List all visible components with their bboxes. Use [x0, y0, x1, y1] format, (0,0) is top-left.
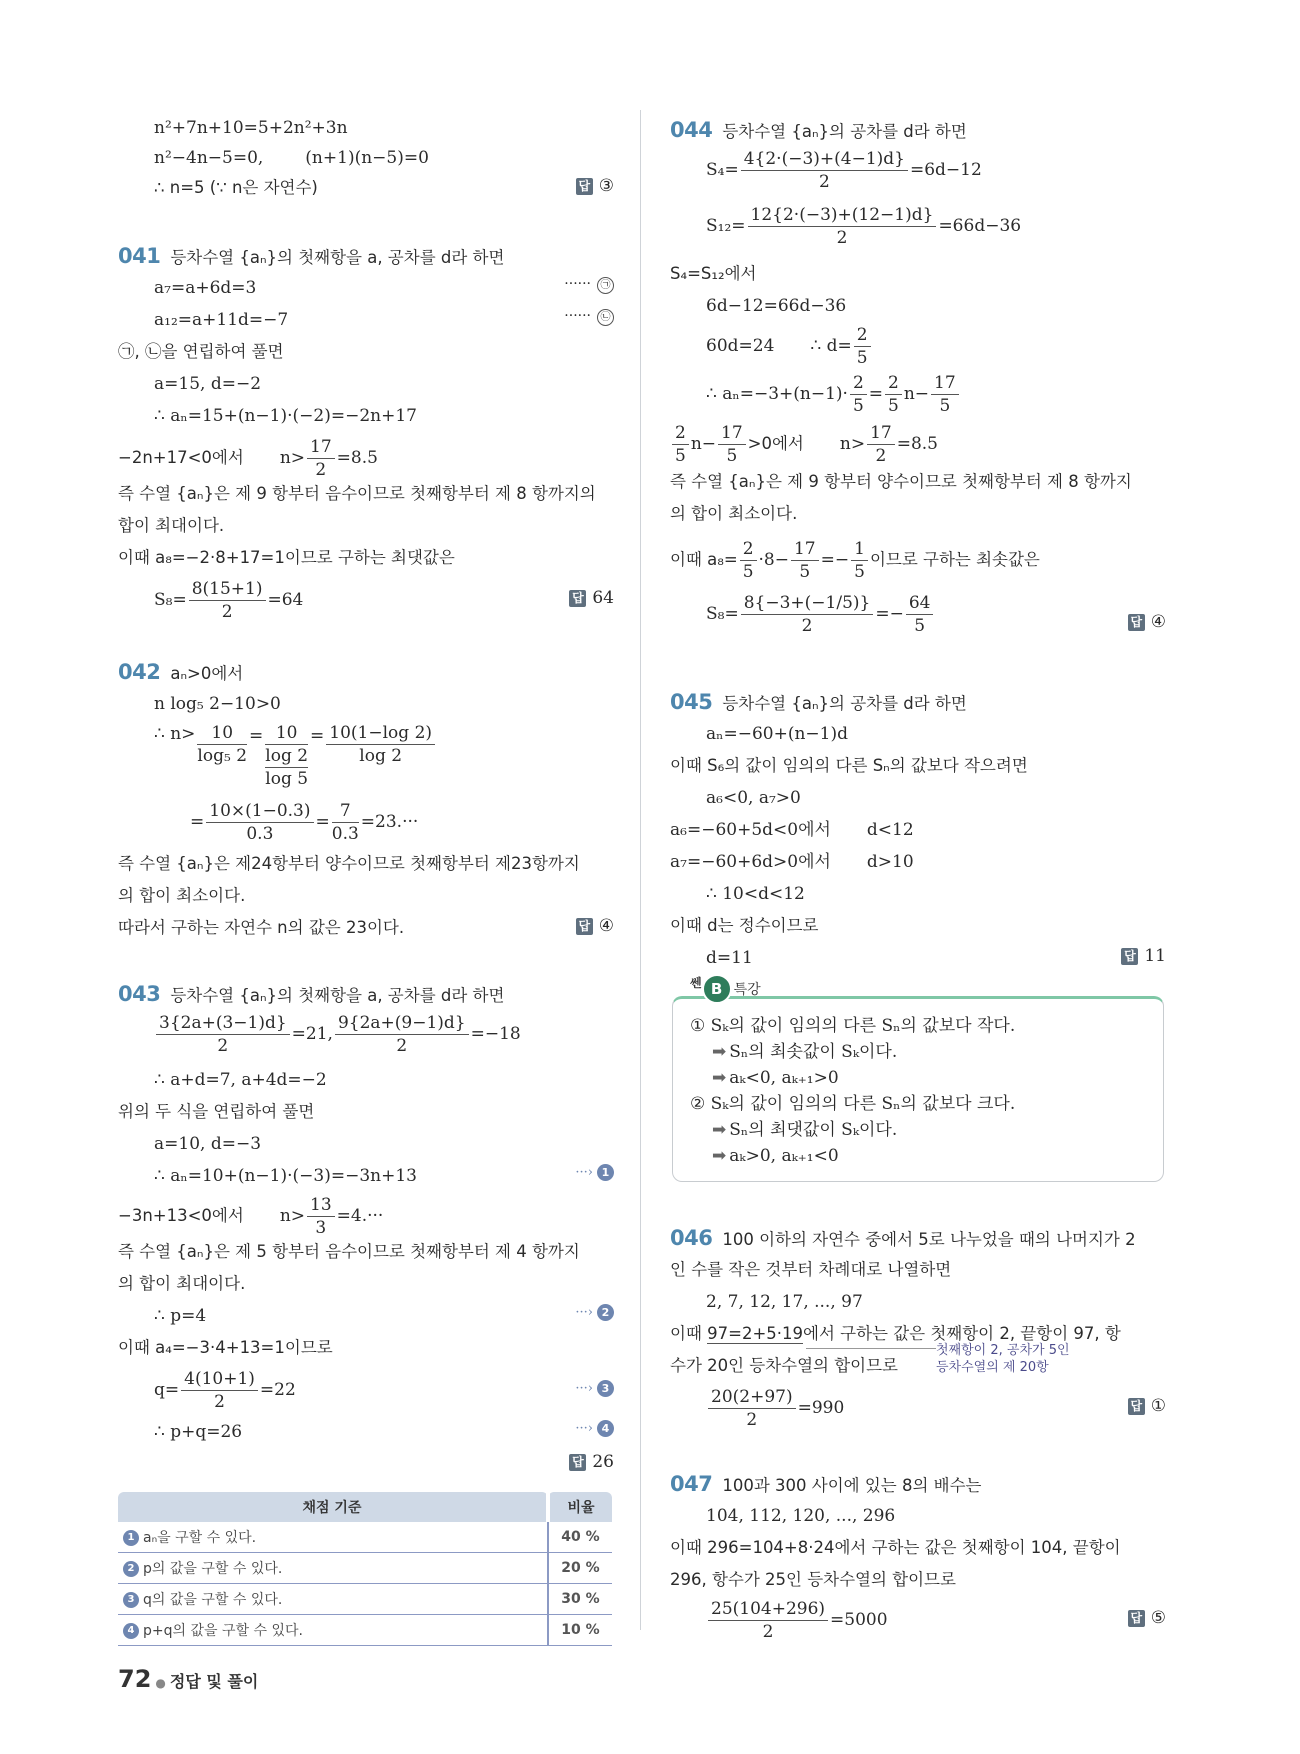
equation [706, 1598, 888, 1643]
equation-mark: ······ ㉡ [564, 308, 614, 326]
equation: ∴ p=4 [154, 1306, 207, 1326]
annotation-leader-line [806, 1348, 936, 1349]
step-badge-icon: 3 [123, 1592, 139, 1608]
equation [706, 324, 873, 369]
numerator: 2 [672, 422, 689, 445]
eq-right: =21, [291, 1024, 333, 1044]
answer-value: ④ [598, 916, 614, 936]
fraction [740, 538, 757, 583]
fraction [265, 722, 308, 790]
fraction [197, 722, 247, 767]
denominator-numerator: log 2 [265, 746, 309, 766]
text: 즉 수열 {aₙ}은 제24항부터 양수이므로 첫째항부터 제23항까지 [118, 854, 580, 873]
underlined-equation: 97=2+5·19 [707, 1324, 804, 1343]
denominator: 5 [799, 562, 811, 582]
numerator: 8(15+1) [189, 578, 266, 601]
equation: ∴ p+q=26 [154, 1422, 243, 1442]
step-badge-icon: 1 [123, 1530, 139, 1546]
ineq-left: a₆=−60+5d<0에서 [670, 820, 831, 840]
denominator: 2 [396, 1036, 408, 1056]
equation [670, 538, 1040, 583]
problem-intro: 100과 300 사이에 있는 8의 배수는 [722, 1476, 982, 1495]
denominator: 2 [875, 446, 887, 466]
tip-item [712, 1066, 839, 1090]
denominator: 2 [762, 1622, 774, 1642]
answer-badge [569, 588, 614, 608]
equation: n²+7n+10=5+2n²+3n [154, 118, 348, 138]
numerator: 17 [718, 422, 746, 445]
numerator: 64 [906, 592, 934, 615]
text: 이때 S₆의 값이 임의의 다른 Sₙ의 값보다 작으려면 [670, 756, 1028, 775]
text: 즉 수열 {aₙ}은 제 9 항부터 양수이므로 첫째항부터 제 8 항까지 [670, 472, 1132, 491]
criteria-cell [118, 1615, 548, 1646]
text: 인 수를 작은 것부터 차례대로 나열하면 [670, 1260, 952, 1279]
numerator: 1 [851, 538, 868, 561]
ineq-result: =8.5 [896, 434, 938, 454]
note-line: 등차수열의 제 20항 [936, 1360, 1049, 1375]
answer-tag-icon: 답 [1121, 948, 1138, 965]
numerator: 3{2a+(3−1)d} [156, 1012, 290, 1035]
fraction [181, 1368, 258, 1413]
eq-left: ∴ n> [154, 724, 196, 744]
numerator: 4(10+1) [181, 1368, 258, 1391]
text: 의 합이 최대이다. [118, 1274, 246, 1293]
table-row [118, 1584, 612, 1615]
bullet-icon: ● [155, 1676, 166, 1690]
tip-item: ② Sₖ의 값이 임의의 다른 Sₙ의 값보다 크다. [690, 1094, 1016, 1114]
equation [706, 148, 982, 193]
equation: ∴ n> $\frac{10}{\text{log₅ 2}}$ = 10 log 2 log 5 = $\frac{10(1-\log 2)}{\log 2}$ [154, 722, 437, 790]
arrow-right-icon: ➡ [712, 1120, 727, 1140]
answer-badge [1121, 946, 1166, 966]
denominator: 5 [852, 396, 864, 416]
fraction [791, 538, 819, 583]
text-part: 이므로 구하는 최솟값은 [869, 550, 1040, 569]
fraction [885, 372, 902, 417]
tip-item [712, 1040, 897, 1064]
denominator: 2 [217, 1036, 229, 1056]
numerator: 13 [307, 1194, 335, 1217]
fraction [708, 1386, 796, 1431]
text: 296, 항수가 25인 등차수열의 합이므로 [670, 1570, 956, 1589]
step-number: 2 [597, 1304, 614, 1321]
text: ㉠, ㉡을 연립하여 풀면 [118, 342, 284, 361]
numerator: 2 [850, 372, 867, 395]
fraction [189, 578, 266, 623]
step-arrow-icon: ···› [575, 1165, 593, 1180]
denominator: 2 [801, 616, 813, 636]
ineq-result: d>10 [866, 852, 914, 872]
text: 즉 수열 {aₙ}은 제 9 항부터 음수이므로 첫째항부터 제 8 항까지의 [118, 484, 596, 503]
section-title: 정답 및 풀이 [169, 1672, 259, 1691]
answer-tag-icon: 답 [569, 1454, 586, 1471]
tip-text: Sₙ의 최솟값이 Sₖ이다. [729, 1042, 898, 1062]
text: 이때 a₄=−3·4+13=1이므로 [118, 1338, 333, 1357]
tip-text: aₖ<0, aₖ₊₁>0 [729, 1068, 839, 1088]
ineq-left: −2n+17<0에서 [118, 448, 244, 467]
denominator: 5 [914, 616, 926, 636]
denominator: log₅ 2 [197, 746, 248, 766]
answer-value: ⑤ [1150, 1608, 1166, 1628]
text-part: 이때 [670, 1324, 708, 1343]
answer-value: 11 [1144, 946, 1166, 966]
brand-logo: 쎈 [690, 976, 702, 990]
numerator: 10 [265, 722, 308, 745]
problem-number: 044 [670, 118, 713, 142]
eq-part: ·8− [758, 550, 789, 570]
text: 이때 d는 정수이므로 [670, 916, 819, 935]
equation: ∴ aₙ=10+(n−1)·(−3)=−3n+13 [154, 1166, 417, 1186]
problem-intro: 100 이하의 자연수 중에서 5로 나누었을 때의 나머지가 2 [722, 1230, 1136, 1249]
denominator: 5 [854, 562, 865, 582]
numerator: 2 [740, 538, 757, 561]
text: 위의 두 식을 연립하여 풀면 [118, 1102, 315, 1121]
step-marker-1 [575, 1164, 614, 1181]
denominator: 5 [856, 348, 868, 368]
step-marker-4 [575, 1420, 614, 1437]
numerator: 17 [307, 436, 335, 459]
denominator: 5 [939, 396, 951, 416]
denominator: 5 [675, 446, 686, 466]
tip-text: Sₙ의 최댓값이 Sₖ이다. [729, 1120, 898, 1140]
equation: a₁₂=a+11d=−7 [154, 310, 289, 330]
ineq-right: =8.5 [336, 448, 378, 468]
inequality [670, 850, 914, 874]
inequality [118, 436, 378, 481]
table-row [118, 1553, 612, 1584]
text: 의 합이 최소이다. [118, 886, 246, 905]
equation: ∴ aₙ=15+(n−1)·(−2)=−2n+17 [154, 406, 417, 426]
eq-right: =5000 [830, 1610, 888, 1630]
text: 합이 최대이다. [118, 516, 225, 535]
denominator: 2 [818, 172, 830, 192]
equation: aₙ=−60+(n−1)d [706, 724, 849, 744]
problem-047-header [670, 1472, 981, 1498]
denominator: 2 [836, 228, 848, 248]
tip-item: ① Sₖ의 값이 임의의 다른 Sₙ의 값보다 작다. [690, 1016, 1016, 1036]
sequence: 2, 7, 12, 17, ..., 97 [706, 1292, 863, 1312]
table-header-row [118, 1492, 612, 1522]
eq-left: q= [154, 1380, 180, 1400]
equation: a=15, d=−2 [154, 374, 262, 394]
text: 이때 a₈=−2·8+17=1이므로 구하는 최댓값은 [118, 548, 455, 567]
eq-left: S₁₂= [706, 216, 746, 236]
denominator: log 2 [359, 746, 403, 766]
problem-042-header [118, 660, 243, 686]
numerator: 10(1−log 2) [326, 722, 435, 745]
fraction [206, 800, 313, 845]
ineq-right: =4.··· [336, 1206, 384, 1226]
denominator: 3 [315, 1218, 327, 1238]
answer-badge [1128, 1396, 1166, 1416]
sum-equation [706, 592, 935, 637]
tip-item [712, 1118, 897, 1142]
numerator: 17 [867, 422, 895, 445]
ineq-mid: n> [279, 448, 306, 468]
tip-item [712, 1144, 839, 1168]
sequence: 104, 112, 120, ..., 296 [706, 1506, 896, 1526]
answer-value: 26 [592, 1452, 614, 1472]
text-part: 이때 a₈= [670, 550, 738, 569]
equation: ∴ 10<d<12 [706, 884, 805, 904]
ineq-left: a₇=−60+6d>0에서 [670, 852, 831, 872]
answer-value: ③ [598, 176, 614, 196]
equation [154, 1012, 521, 1057]
numerator: 4{2·(−3)+(4−1)d} [741, 148, 908, 171]
step-number: 3 [597, 1380, 614, 1397]
problem-number: 042 [118, 660, 161, 684]
fraction [741, 148, 908, 193]
eq-sign: = [868, 384, 884, 404]
fraction [931, 372, 959, 417]
eq-mid: ∴ d= [810, 336, 852, 356]
annotation-note [936, 1342, 1070, 1376]
fraction [708, 1598, 828, 1643]
arrow-right-icon: ➡ [712, 1068, 727, 1088]
denominator: 5 [742, 562, 754, 582]
denominator: 2 [214, 1392, 225, 1412]
denominator: 0.3 [246, 824, 274, 844]
criteria-text: aₙ을 구할 수 있다. [143, 1530, 257, 1546]
eq-right: =22 [259, 1380, 296, 1400]
eq-right: =64 [267, 590, 304, 610]
answer-badge [576, 916, 614, 936]
problem-046-header [670, 1226, 1136, 1252]
numerator: 12{2·(−3)+(12−1)d} [748, 204, 937, 227]
eq-left: 60d=24 [706, 336, 775, 356]
eq-part: =− [820, 550, 850, 570]
numerator: 9{2a+(9−1)d} [335, 1012, 469, 1035]
tip-title: 특강 [733, 982, 761, 998]
eq-right: =−18 [470, 1024, 521, 1044]
eq-right: =6d−12 [909, 160, 982, 180]
step-number: 4 [597, 1420, 614, 1437]
problem-041-header [118, 244, 504, 270]
answer-tag-icon: 답 [1128, 1398, 1145, 1415]
problem-045-header [670, 690, 967, 716]
problem-intro: 등차수열 {aₙ}의 첫째항을 a, 공차를 d라 하면 [170, 248, 505, 267]
criteria-text: p+q의 값을 구할 수 있다. [143, 1623, 303, 1639]
numerator: 7 [332, 800, 359, 823]
arrow-right-icon: ➡ [712, 1146, 727, 1166]
eq-right: =990 [797, 1398, 845, 1418]
equation: a=10, d=−3 [154, 1134, 262, 1154]
text: 수가 20인 등차수열의 합이므로 [670, 1356, 898, 1375]
eq-part: n− [690, 434, 717, 454]
problem-number: 047 [670, 1472, 713, 1496]
equation-mark: ······ ㉠ [564, 276, 614, 294]
text-part: 에서 구하는 값은 첫째항이 2, 끝항이 97, 항 [803, 1324, 1121, 1343]
text: 따라서 구하는 자연수 n의 값은 23이다. [118, 918, 405, 937]
fraction [718, 422, 746, 467]
page-number: 72 [118, 1665, 152, 1693]
numerator: 2 [885, 372, 902, 395]
fraction [748, 204, 937, 249]
text: 즉 수열 {aₙ}은 제 5 항부터 음수이므로 첫째항부터 제 4 항까지 [118, 1242, 580, 1261]
fraction [307, 1194, 335, 1239]
brand-b-icon: B [702, 974, 732, 1004]
step-marker-2 [575, 1304, 614, 1321]
fraction [867, 422, 895, 467]
equation [706, 372, 961, 417]
equation [154, 146, 429, 170]
mark-label: ㉠ [597, 277, 614, 294]
denominator: 2 [746, 1410, 758, 1430]
step-arrow-icon: ···› [575, 1381, 593, 1396]
equation: a₇=a+6d=3 [154, 278, 257, 298]
denominator: 5 [888, 396, 899, 416]
ratio-cell: 20 % [548, 1553, 612, 1584]
numerator: 2 [854, 324, 871, 347]
problem-number: 043 [118, 982, 161, 1006]
step-arrow-icon: ···› [575, 1421, 593, 1436]
step-number: 1 [597, 1164, 614, 1181]
fraction [851, 538, 868, 583]
inequality [118, 1194, 383, 1239]
problem-number: 041 [118, 244, 161, 268]
fraction [850, 372, 867, 417]
answer-tag-icon: 답 [569, 590, 586, 607]
equation: a₆<0, a₇>0 [706, 788, 801, 808]
equation: 6d−12=66d−36 [706, 296, 847, 316]
arrow-right-icon: ➡ [712, 1042, 727, 1062]
criteria-text: q의 값을 구할 수 있다. [143, 1592, 283, 1608]
ineq-mid: n> [279, 1206, 306, 1226]
equation: = $\frac{10\times(1-0.3)}{0.3}$ = $\frac{7}{0.3}$ =23.··· [190, 801, 419, 844]
equation [154, 1368, 296, 1413]
fraction [335, 1012, 469, 1057]
text: 이때 296=104+8·24에서 구하는 값은 첫째항이 104, 끝항이 [670, 1538, 1121, 1557]
numerator: 10 [197, 722, 247, 745]
eq-left: S₄= [706, 160, 739, 180]
step-marker-3 [575, 1380, 614, 1397]
problem-intro: 등차수열 {aₙ}의 공차를 d라 하면 [722, 122, 967, 141]
equation: ∴ a+d=7, a+4d=−2 [154, 1070, 327, 1090]
eq-left: S₈= [154, 590, 187, 610]
conclusion: ∴ n=5 (∵ n은 자연수) [154, 178, 318, 197]
answer-tag-icon: 답 [1128, 614, 1145, 631]
answer-tag-icon: 답 [576, 918, 593, 935]
ratio-cell: 30 % [548, 1584, 612, 1615]
eq-left: ∴ aₙ=−3+(n−1)· [706, 384, 848, 404]
denominator: 2 [315, 460, 327, 480]
answer-badge [569, 1452, 614, 1472]
eq-right: =66d−36 [938, 216, 1022, 236]
left-column [118, 0, 614, 1754]
note-line: 첫째항이 2, 공차가 5인 [936, 1343, 1070, 1358]
sum-equation [154, 578, 303, 623]
numerator: 10×(1−0.3) [206, 800, 313, 823]
equation: d=11 [706, 948, 753, 968]
fraction [741, 592, 874, 637]
table-row [118, 1615, 612, 1646]
criteria-cell [118, 1522, 548, 1553]
ineq-right: >0에서 [747, 434, 804, 453]
answer-badge [576, 176, 614, 196]
eq-left: S₈= [706, 604, 739, 624]
answer-value: ① [1150, 1396, 1166, 1416]
eq-part: =− [875, 604, 904, 624]
denominator-denominator: log 5 [265, 769, 309, 789]
problem-043-header [118, 982, 504, 1008]
problem-intro: aₙ>0에서 [170, 664, 244, 683]
answer-value: 64 [592, 588, 614, 608]
problem-intro: 등차수열 {aₙ}의 첫째항을 a, 공차를 d라 하면 [170, 986, 505, 1005]
criteria-text: p의 값을 구할 수 있다. [143, 1561, 283, 1577]
ineq-mid: n> [839, 434, 866, 454]
equation [706, 204, 1021, 249]
problem-number: 045 [670, 690, 713, 714]
eq-right: =23.··· [360, 812, 419, 832]
denominator: 0.3 [331, 824, 359, 844]
fraction [307, 436, 335, 481]
fraction [672, 422, 689, 467]
numerator: 25(104+296) [708, 1598, 828, 1621]
grading-table [118, 1492, 612, 1646]
column-header-criteria: 채점 기준 [118, 1492, 548, 1522]
ineq-result: d<12 [866, 820, 914, 840]
text: S₄=S₁₂에서 [670, 264, 757, 283]
numerator: 17 [931, 372, 959, 395]
numerator: 20(2+97) [708, 1386, 796, 1409]
criteria-cell [118, 1584, 548, 1615]
fraction [156, 1012, 290, 1057]
eq-part: n− [903, 384, 930, 404]
answer-badge [1128, 1608, 1166, 1628]
answer-tag-icon: 답 [1128, 1610, 1145, 1627]
numerator: 8{−3+(−1/5)} [741, 592, 874, 615]
step-badge-icon: 2 [123, 1561, 139, 1577]
problem-044-header [670, 118, 967, 144]
inequality [670, 422, 938, 467]
ratio-cell: 40 % [548, 1522, 612, 1553]
equation [706, 1386, 844, 1431]
fraction [906, 592, 934, 637]
step-badge-icon: 4 [123, 1623, 139, 1639]
text: 의 합이 최소이다. [670, 504, 798, 523]
tip-text: aₖ>0, aₖ₊₁<0 [729, 1146, 839, 1166]
criteria-cell [118, 1553, 548, 1584]
table-row [118, 1522, 612, 1553]
problem-intro: 등차수열 {aₙ}의 공차를 d라 하면 [722, 694, 967, 713]
problem-number: 046 [670, 1226, 713, 1250]
fraction [854, 324, 871, 369]
page-footer [118, 1665, 258, 1693]
denominator: 2 [221, 602, 233, 622]
numerator: 17 [791, 538, 819, 561]
step-arrow-icon: ···› [575, 1305, 593, 1320]
inequality [670, 818, 914, 842]
answer-badge [1128, 612, 1166, 632]
mark-label: ㉡ [597, 309, 614, 326]
equation-part: (n+1)(n−5)=0 [305, 148, 429, 168]
column-divider [640, 110, 641, 1630]
column-header-ratio: 비율 [548, 1492, 612, 1522]
fraction [332, 800, 359, 845]
answer-value: ④ [1150, 612, 1166, 632]
equation-part: n²−4n−5=0, [154, 148, 264, 168]
fraction [326, 722, 435, 767]
equation: n log₅ 2−10>0 [154, 694, 281, 714]
ratio-cell: 10 % [548, 1615, 612, 1646]
denominator: 5 [726, 446, 738, 466]
tip-header [690, 974, 761, 1004]
answer-tag-icon: 답 [576, 178, 593, 195]
ineq-left: −3n+13<0에서 [118, 1206, 244, 1225]
